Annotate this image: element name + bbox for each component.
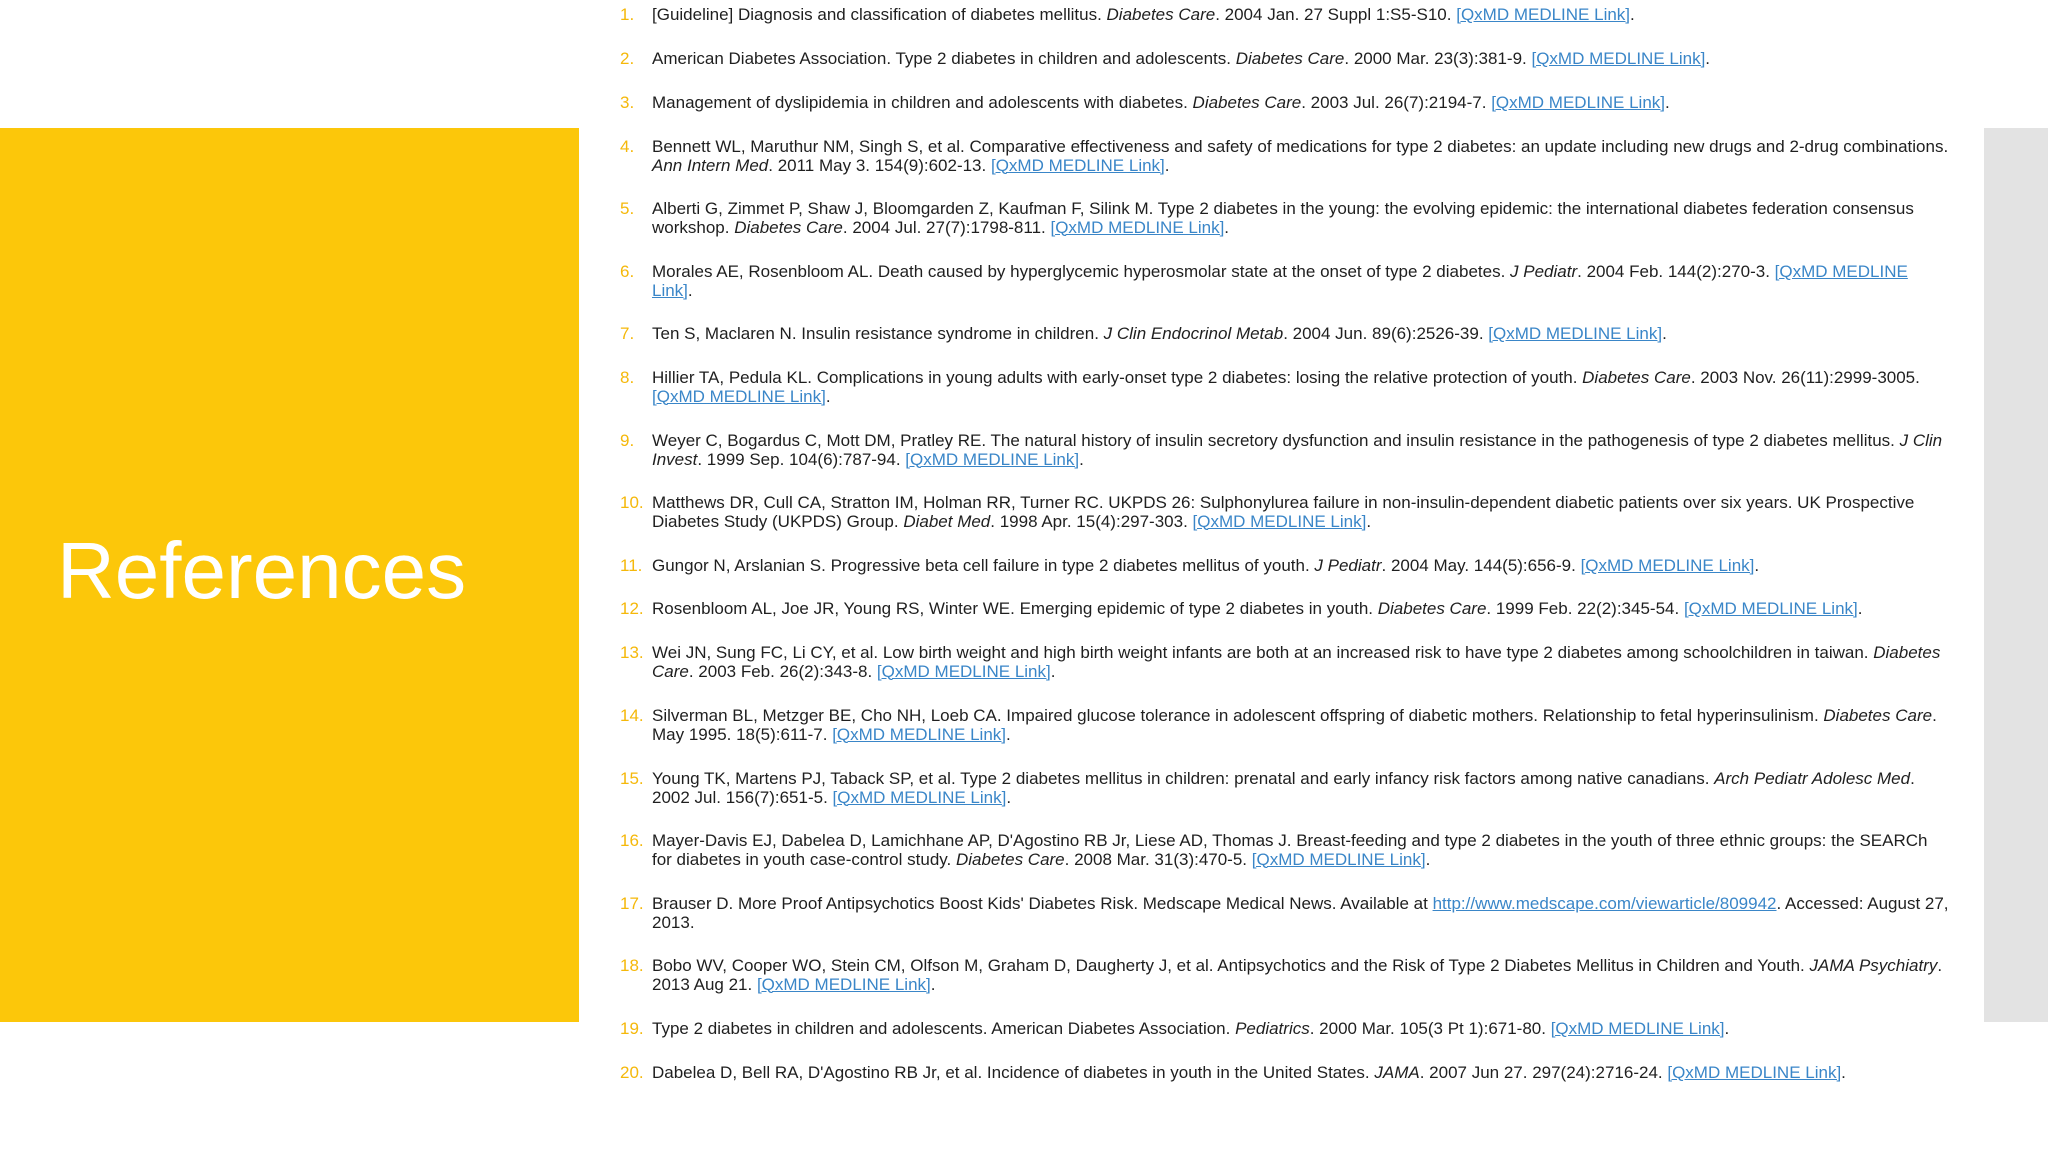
reference-details: . 2003 Feb. 26(2):343-8. (688, 661, 877, 681)
reference-end: . (930, 974, 936, 994)
reference-item (620, 707, 1952, 744)
reference-number: 5. (620, 199, 635, 218)
journal-name: Diabetes Care (955, 849, 1065, 869)
reference-text (652, 600, 1952, 619)
reference-citation: Dabelea D, Bell RA, D'Agostino RB Jr, et al. Incidence of diabetes in youth in the United States. (652, 1063, 1375, 1082)
reference-link[interactable]: [QxMD MEDLINE Link] (990, 155, 1165, 175)
reference-citation: Mayer-Davis EJ, Dabelea D, Lamichhane AP, D'Agostino RB Jr, Liese AD, Thomas J. Breast-feeding and type 2 diabetes in the youth of three ethnic groups: the SEARCh for diabetes in youth case-control study. (652, 831, 1928, 869)
journal-name: JAMA (1374, 1063, 1420, 1082)
reference-citation: American Diabetes Association. Type 2 diabetes in children and adolescents. (652, 49, 1236, 68)
reference-item (620, 432, 1952, 469)
reference-citation: Morales AE, Rosenbloom AL. Death caused by hyperglycemic hyperosmolar state at the onset of type 2 diabetes. (652, 262, 1511, 281)
reference-number: 1. (620, 5, 635, 24)
reference-number: 2. (620, 49, 635, 68)
reference-link[interactable]: [QxMD MEDLINE Link] (1251, 849, 1426, 869)
journal-name: Ann Intern Med (652, 155, 769, 175)
reference-item (620, 94, 1952, 113)
reference-end: . (1366, 511, 1372, 531)
reference-item (620, 600, 1952, 619)
reference-details: . 2004 Jun. 89(6):2526-39. (1283, 324, 1489, 343)
reference-text (652, 644, 1952, 681)
journal-name: J Pediatr (1314, 556, 1382, 575)
reference-text (652, 895, 1952, 932)
reference-number: 7. (620, 324, 635, 343)
reference-end: . (1857, 599, 1863, 618)
reference-details: . 1999 Sep. 104(6):787-94. (697, 449, 906, 469)
reference-citation: Ten S, Maclaren N. Insulin resistance syndrome in children. (652, 324, 1104, 343)
reference-citation: Rosenbloom AL, Joe JR, Young RS, Winter WE. Emerging epidemic of type 2 diabetes in youth. (652, 599, 1378, 618)
reference-number: 6. (620, 262, 635, 281)
reference-number: 12. (620, 599, 644, 618)
reference-link[interactable]: [QxMD MEDLINE Link] (832, 787, 1007, 807)
journal-name: J Pediatr (1510, 262, 1578, 281)
reference-text (652, 325, 1952, 344)
reference-text (652, 369, 1952, 406)
reference-text (652, 138, 1952, 175)
reference-link[interactable]: [QxMD MEDLINE Link] (1550, 1019, 1725, 1038)
reference-details: . May 1995. 18(5):611-7. (652, 706, 1937, 744)
reference-end: . (1079, 449, 1084, 469)
reference-text (652, 494, 1952, 531)
reference-citation: Matthews DR, Cull CA, Stratton IM, Holman RR, Turner RC. UKPDS 26: Sulphonylurea failure in non-insulin-dependent diabetic patients over six years. UK Prospective Diabetes Study (UKPDS) Group. (652, 493, 1915, 531)
reference-text (652, 770, 1952, 807)
reference-number: 20. (620, 1063, 644, 1082)
journal-name: JAMA Psychiatry (1809, 956, 1938, 975)
reference-details: . 2004 May. 144(5):656-9. (1381, 556, 1581, 575)
reference-text (652, 200, 1952, 237)
reference-link[interactable]: [QxMD MEDLINE Link] (1667, 1063, 1842, 1082)
reference-number: 15. (620, 769, 644, 788)
reference-text (652, 94, 1952, 113)
journal-name: J Clin Endocrinol Metab (1103, 324, 1284, 343)
reference-link[interactable]: [QxMD MEDLINE Link] (1683, 599, 1858, 618)
reference-details: . 2000 Mar. 23(3):381-9. (1344, 49, 1532, 68)
reference-item (620, 644, 1952, 681)
reference-details: . 2000 Mar. 105(3 Pt 1):671-80. (1309, 1019, 1551, 1038)
reference-citation: Brauser D. More Proof Antipsychotics Boost Kids' Diabetes Risk. Medscape Medical News. Available at (652, 894, 1433, 913)
journal-name: J Clin Invest (652, 431, 1943, 469)
reference-citation: Silverman BL, Metzger BE, Cho NH, Loeb CA. Impaired glucose tolerance in adolescent offspring of diabetic mothers. Relationship to fetal hyperinsulinism. (652, 706, 1824, 725)
reference-link[interactable]: [QxMD MEDLINE Link] (832, 724, 1006, 744)
reference-item (620, 557, 1952, 576)
reference-end: . (1224, 217, 1230, 237)
journal-name: Diabetes Care (1823, 706, 1933, 725)
reference-end: . (825, 386, 831, 406)
reference-number: 17. (620, 894, 644, 913)
journal-name: Diabetes Care (1235, 49, 1345, 68)
reference-link[interactable]: [QxMD MEDLINE Link] (756, 974, 931, 994)
reference-end: . (1425, 849, 1431, 869)
reference-citation: Weyer C, Bogardus C, Mott DM, Pratley RE. The natural history of insulin secretory dysfunction and insulin resistance in the pathogenesis of type 2 diabetes mellitus. (652, 431, 1900, 450)
reference-item (620, 832, 1952, 869)
reference-number: 9. (620, 431, 635, 450)
reference-number: 13. (620, 643, 644, 662)
reference-number: 18. (620, 956, 644, 975)
reference-citation: Type 2 diabetes in children and adolescents. American Diabetes Association. (652, 1019, 1236, 1038)
reference-number: 19. (620, 1019, 644, 1038)
journal-name: Arch Pediatr Adolesc Med (1714, 769, 1911, 788)
reference-link[interactable]: [QxMD MEDLINE Link] (652, 262, 1908, 300)
reference-citation: Bobo WV, Cooper WO, Stein CM, Olfson M, Graham D, Daugherty J, et al. Antipsychotics and the Risk of Type 2 Diabetes Mellitus in Children and Youth. (652, 956, 1810, 975)
reference-item (620, 957, 1952, 994)
reference-link[interactable]: http://www.medscape.com/viewarticle/809942 (1432, 894, 1777, 913)
reference-end: . (1050, 661, 1056, 681)
reference-details: . 2003 Jul. 26(7):2194-7. (1301, 93, 1492, 112)
reference-text (652, 1064, 1952, 1083)
journal-name: Diabetes Care (1106, 5, 1216, 24)
reference-end: . Accessed: August 27, 2013. (652, 894, 1949, 932)
reference-item (620, 325, 1952, 344)
reference-item (620, 895, 1952, 932)
reference-details: . 2004 Jan. 27 Suppl 1:S5-S10. (1215, 5, 1457, 24)
reference-details: . 1999 Feb. 22(2):345-54. (1486, 599, 1684, 618)
reference-end: . (1006, 724, 1011, 744)
reference-number: 10. (620, 493, 644, 512)
page-title: References (57, 526, 467, 615)
journal-name: Diabetes Care (1192, 93, 1302, 112)
reference-citation: Wei JN, Sung FC, Li CY, et al. Low birth weight and high birth weight infants are both at an increased risk to have type 2 diabetes among schoolchildren in taiwan. (652, 643, 1874, 662)
reference-details: . 1998 Apr. 15(4):297-303. (990, 511, 1193, 531)
right-side-panel (1984, 128, 2048, 1022)
reference-end: . (1724, 1019, 1730, 1038)
reference-citation: Young TK, Martens PJ, Taback SP, et al. Type 2 diabetes mellitus in children: prenatal and early infancy risk factors among native canadians. (652, 769, 1715, 788)
reference-item (620, 1020, 1952, 1039)
reference-end: . (687, 280, 693, 300)
reference-item (620, 263, 1952, 300)
reference-text (652, 263, 1952, 300)
reference-number: 3. (620, 93, 635, 112)
reference-item (620, 200, 1952, 237)
reference-end: . (1705, 49, 1711, 68)
reference-details: . 2013 Aug 21. (652, 956, 1943, 994)
reference-text (652, 6, 1952, 25)
reference-item (620, 1064, 1952, 1083)
reference-link[interactable]: [QxMD MEDLINE Link] (1456, 5, 1631, 24)
reference-citation: Management of dyslipidemia in children and adolescents with diabetes. (652, 93, 1193, 112)
reference-details: . 2007 Jun 27. 297(24):2716-24. (1419, 1063, 1668, 1082)
reference-number: 11. (620, 556, 643, 575)
reference-end: . (1006, 787, 1012, 807)
journal-name: Diabetes Care (1377, 599, 1487, 618)
reference-number: 4. (620, 137, 635, 156)
reference-number: 8. (620, 368, 635, 387)
reference-citation: Hillier TA, Pedula KL. Complications in young adults with early-onset type 2 diabetes: losing the relative protection of youth. (652, 368, 1583, 387)
reference-item (620, 369, 1952, 406)
reference-details: . 2003 Nov. 26(11):2999-3005. (1690, 368, 1920, 387)
reference-link[interactable]: [QxMD MEDLINE Link] (1580, 556, 1755, 575)
reference-end: . (1630, 5, 1635, 24)
reference-text (652, 707, 1952, 744)
journal-name: Diabetes Care (652, 643, 1941, 681)
reference-text (652, 432, 1952, 469)
reference-number: 14. (620, 706, 644, 725)
reference-end: . (1754, 556, 1760, 575)
journal-name: Pediatrics (1235, 1019, 1310, 1038)
reference-number: 16. (620, 831, 644, 850)
reference-text (652, 957, 1952, 994)
reference-end: . (1164, 155, 1170, 175)
reference-citation: Bennett WL, Maruthur NM, Singh S, et al. Comparative effectiveness and safety of medications for type 2 diabetes: an update including new drugs and 2-drug combinations. (652, 137, 1949, 156)
reference-details: . 2008 Mar. 31(3):470-5. (1064, 849, 1252, 869)
reference-end: . (1841, 1063, 1846, 1082)
journal-name: Diabetes Care (734, 217, 843, 237)
reference-link[interactable]: [QxMD MEDLINE Link] (652, 386, 826, 406)
reference-text (652, 557, 1952, 576)
reference-end: . (1662, 324, 1667, 343)
reference-link[interactable]: [QxMD MEDLINE Link] (876, 661, 1051, 681)
reference-end: . (1665, 93, 1670, 112)
reference-text (652, 50, 1952, 69)
reference-details: . 2011 May 3. 154(9):602-13. (768, 155, 991, 175)
reference-link[interactable]: [QxMD MEDLINE Link] (905, 449, 1080, 469)
reference-details: . 2004 Feb. 144(2):270-3. (1577, 262, 1775, 281)
reference-link[interactable]: [QxMD MEDLINE Link] (1050, 217, 1225, 237)
reference-citation: [Guideline] Diagnosis and classification of diabetes mellitus. (652, 5, 1107, 24)
reference-text (652, 1020, 1952, 1039)
reference-details: . 2002 Jul. 156(7):651-5. (652, 769, 1915, 807)
reference-details: . 2004 Jul. 27(7):1798-811. (842, 217, 1051, 237)
journal-name: Diabetes Care (1582, 368, 1691, 387)
journal-name: Diabet Med (903, 511, 991, 531)
reference-citation: Alberti G, Zimmet P, Shaw J, Bloomgarden Z, Kaufman F, Silink M. Type 2 diabetes in the young: the evolving epidemic: the international diabetes federation consensus workshop. (652, 199, 1914, 237)
reference-link[interactable]: [QxMD MEDLINE Link] (1491, 93, 1665, 112)
reference-item (620, 770, 1952, 807)
reference-item (620, 494, 1952, 531)
reference-link[interactable]: [QxMD MEDLINE Link] (1192, 511, 1367, 531)
reference-item (620, 50, 1952, 69)
reference-item (620, 138, 1952, 175)
reference-link[interactable]: [QxMD MEDLINE Link] (1531, 49, 1706, 68)
reference-item (620, 6, 1952, 25)
reference-text (652, 832, 1952, 869)
reference-citation: Gungor N, Arslanian S. Progressive beta cell failure in type 2 diabetes mellitus of youth. (652, 556, 1315, 575)
reference-link[interactable]: [QxMD MEDLINE Link] (1488, 324, 1663, 343)
